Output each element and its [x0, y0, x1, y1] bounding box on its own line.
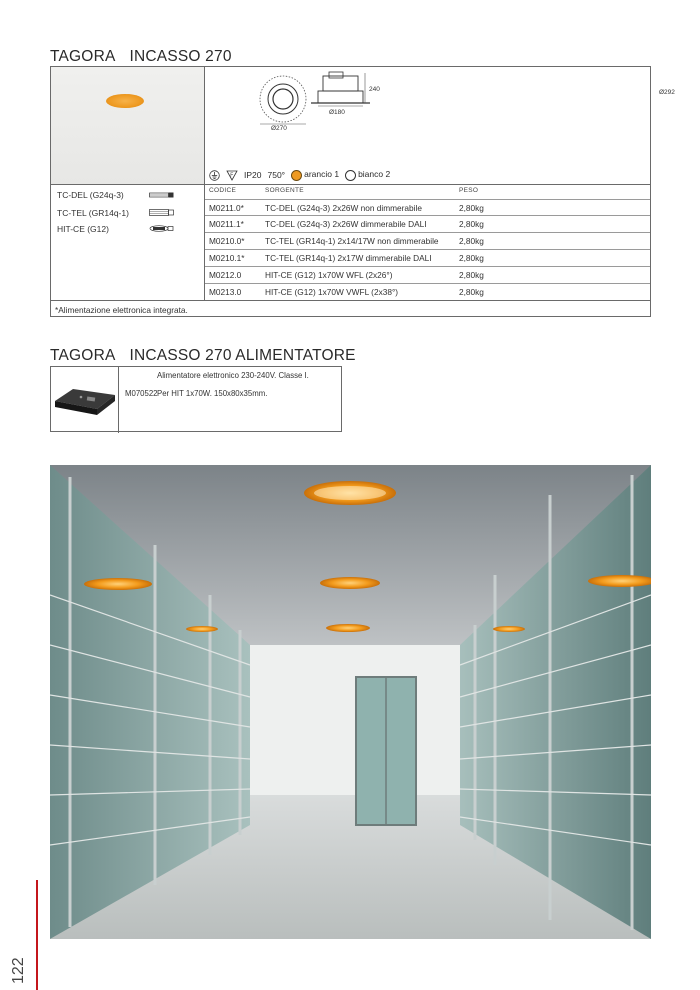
row-code: M0211.1* — [209, 219, 244, 229]
driver-box-image — [51, 367, 119, 433]
svg-text:F: F — [230, 172, 234, 178]
ceiling-lamp — [320, 577, 380, 589]
table-row — [205, 283, 650, 299]
ip-rating: IP20 — [244, 170, 262, 180]
class-i-earth-icon — [209, 170, 220, 181]
row-code: M0210.1* — [209, 253, 245, 263]
row-source: TC-TEL (GR14q-1) 2x14/17W non dimmerabile — [265, 236, 439, 246]
source-tc-tel: TC-TEL (GR14q-1) — [57, 208, 129, 218]
source-hit-ce: HIT-CE (G12) — [57, 224, 109, 234]
installation-photo-corridor — [50, 465, 651, 939]
row-source: HIT-CE (G12) 1x70W VWFL (2x38°) — [265, 287, 399, 297]
row-source: TC-DEL (G24q-3) 2x26W non dimmerabile — [265, 203, 422, 213]
row-weight: 2,80kg — [459, 219, 484, 229]
dim-height: 240 — [369, 86, 380, 93]
footnote: *Alimentazione elettronica integrata. — [51, 300, 650, 318]
power-supply-spec: Per HIT 1x70W. 150x80x35mm. — [157, 389, 268, 398]
table-row — [205, 266, 650, 282]
col-header-source: SORGENTE — [265, 187, 304, 194]
title-model: INCASSO 270 — [129, 48, 232, 65]
title-brand: TAGORA — [50, 48, 116, 65]
row-weight: 2,80kg — [459, 236, 484, 246]
ceiling-lamp — [326, 624, 370, 632]
dim-cutout: Ø292 — [659, 89, 675, 96]
row-code: M0210.0* — [209, 236, 245, 246]
downlight-spot — [106, 94, 144, 108]
col-header-code: CODICE — [209, 187, 237, 194]
title-model: INCASSO 270 ALIMENTATORE — [129, 347, 356, 364]
ceiling-lamp-reflection — [84, 578, 152, 590]
power-supply-description: Alimentatore elettronico 230-240V. Classe I. — [157, 371, 309, 380]
white-swatch — [345, 170, 356, 181]
row-weight: 2,80kg — [459, 287, 484, 297]
dim-front-diameter: Ø270 — [271, 125, 287, 132]
f-mark-triangle-icon — [226, 170, 238, 181]
product-codes-table — [205, 185, 650, 300]
color-option-white: bianco 2 — [345, 169, 390, 180]
power-supply-code: M070522 — [125, 389, 158, 398]
row-code: M0212.0 — [209, 270, 242, 280]
product-photo-ceiling — [51, 67, 205, 185]
ratings-row — [205, 165, 650, 185]
row-weight: 2,80kg — [459, 203, 484, 213]
power-supply-table — [50, 366, 342, 432]
row-source: HIT-CE (G12) 1x70W WFL (2x26°) — [265, 270, 393, 280]
corridor-scene — [50, 465, 651, 939]
glow-wire-temp: 750° — [267, 170, 286, 180]
table-row — [205, 199, 650, 215]
tc-tel-lamp-icon — [149, 209, 175, 216]
dimension-drawing — [205, 67, 651, 165]
product-spec-table — [50, 66, 675, 317]
row-source: TC-DEL (G24q-3) 2x26W dimmerabile DALI — [265, 219, 427, 229]
dim-side-diameter: Ø180 — [329, 109, 345, 116]
page-accent-bar — [36, 880, 38, 990]
row-weight: 2,80kg — [459, 253, 484, 263]
col-header-weight: PESO — [459, 187, 479, 194]
lamp-source-list — [51, 185, 205, 300]
row-code: M0213.0 — [209, 287, 242, 297]
row-source: TC-TEL (GR14q-1) 2x17W dimmerabile DALI — [265, 253, 432, 263]
page-number: 122 — [10, 957, 27, 984]
table-row — [205, 215, 650, 231]
source-tc-del: TC-DEL (G24q-3) — [57, 190, 124, 200]
hit-ce-lamp-icon — [149, 225, 175, 232]
orange-swatch — [291, 170, 302, 181]
table-row — [205, 249, 650, 265]
tc-del-lamp-icon — [149, 192, 175, 198]
section-title-tagora-incasso-270 — [50, 48, 232, 66]
power-supply-photo — [51, 367, 119, 433]
title-brand: TAGORA — [50, 347, 116, 364]
table-row — [205, 232, 650, 248]
row-weight: 2,80kg — [459, 270, 484, 280]
row-code: M0211.0* — [209, 203, 244, 213]
color-option-orange: arancio 1 — [291, 169, 339, 180]
section-title-alimentatore — [50, 347, 356, 365]
